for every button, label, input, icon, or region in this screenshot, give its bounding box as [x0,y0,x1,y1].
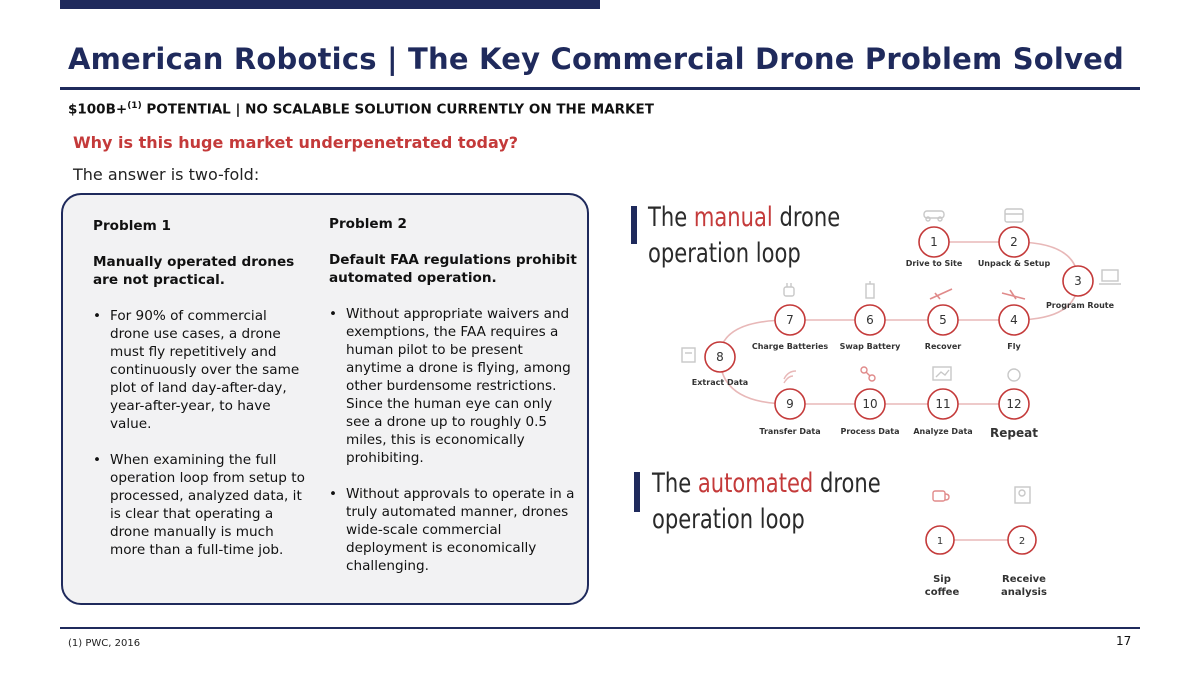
manual-step-5 [925,305,961,351]
step-number: 5 [939,313,947,327]
battery-icon [866,281,874,298]
problem-2-heading: Problem 2 [329,216,407,232]
plug-icon [784,283,794,296]
step-label: Recover [924,342,962,351]
plane-icon [1002,290,1025,299]
page-title: American Robotics | The Key Commercial Drone Problem Solved [68,42,1124,76]
auto-title-highlight: automated [697,468,814,499]
step-label: Swap Battery [839,342,901,351]
manual-step-6 [840,305,902,351]
manual-step-1 [906,227,963,268]
manual-step-4 [999,305,1029,351]
report-icon [1015,487,1030,503]
bullet-item: • Without appropriate waivers and exemptions, the FAA requires a human pilot to be present anytime a drone is flying, among other burdensome restrictions. Since the human eye can only see a drone up to roughly 0.5 miles, this is economically prohibiting. [329,305,577,467]
manual-title-pre: The [648,202,694,233]
automated-step-2 [1001,526,1047,598]
manual-loop-diagram [670,195,1130,455]
subtitle-prefix: $100B+ [68,101,128,118]
step-number: 2 [1018,536,1026,547]
page-number: 17 [1116,634,1132,648]
step-label-line1: Receive [1002,574,1046,585]
step-number: 1 [930,235,938,249]
automated-loop-nodes [925,526,1047,598]
step-number: 8 [716,350,724,364]
manual-step-12 [990,389,1038,440]
subtitle-rest: POTENTIAL | NO SCALABLE SOLUTION CURRENTLY ON THE MARKET [141,101,654,118]
step-number: 1 [936,536,944,547]
manual-step-10 [840,389,899,436]
step-label: Program Route [1045,301,1115,310]
step-number: 2 [1010,235,1018,249]
manual-title-line2: operation loop [648,238,801,269]
subtitle-footnote-ref: (1) [127,101,142,111]
laptop-icon [1099,270,1121,284]
step-number: 11 [935,397,951,411]
problem-2-column [329,215,577,593]
footnote: (1) PWC, 2016 [68,638,141,649]
step-number: 4 [1010,313,1018,327]
manual-step-7 [752,305,829,351]
step-label-line2: coffee [924,587,960,598]
manual-loop-accent-bar [631,206,637,244]
bullet-item: • For 90% of commercial drone use cases, a drone must fly repetitively and continuously over the same plot of land day-after-day, year-after-year, to have value. [93,307,305,433]
step-label: Charge Batteries [751,342,829,351]
manual-title-post: drone [772,202,841,233]
sdcard-icon [682,348,695,362]
step-label: Analyze Data [913,427,973,436]
auto-title-post: drone [813,468,881,499]
footer-divider [60,627,1140,629]
step-label: Transfer Data [759,427,821,436]
manual-icons [682,209,1121,383]
manual-loop-nodes [692,227,1115,440]
wifi-icon [784,371,796,383]
problem-1-heading: Problem 1 [93,218,171,234]
answer-text: The answer is two-fold: [73,165,260,184]
title-divider [60,87,1140,90]
step-label: Fly [1007,342,1021,351]
manual-step-2 [978,227,1051,268]
auto-title-line2: operation loop [652,504,805,535]
nodes-icon [861,367,875,381]
automated-step-1 [925,526,960,598]
case-icon [1005,209,1023,222]
bullet-item: • When examining the full operation loop from setup to processed, analyzed data, it is clear that operating a drone manually is much more than a full-time job. [93,451,305,559]
manual-step-9 [759,389,820,436]
step-label: Unpack & Setup [977,259,1051,268]
problem-2-bullets [329,305,577,575]
car-icon [924,211,944,221]
manual-step-3 [1046,266,1115,310]
step-label: Repeat [990,426,1038,440]
coffee-icon [933,491,949,501]
problem-1-column [93,217,305,577]
step-number: 10 [862,397,878,411]
top-accent-bar [60,0,600,9]
bullet-item: • Without approvals to operate in a truly automated manner, drones wide-scale commercial deployment is economically challenging. [329,485,577,575]
manual-step-8 [692,342,748,387]
automated-loop-diagram [900,478,1060,603]
manual-title-highlight: manual [693,202,773,233]
chart-icon [933,367,951,380]
question-text: Why is this huge market underpenetrated today? [73,133,519,152]
step-label: Extract Data [691,378,749,387]
step-number: 3 [1074,274,1082,288]
automated-loop-accent-bar [634,472,640,512]
problem-1-lead: Manually operated drones are not practical. [93,254,295,288]
page-subtitle [68,101,654,118]
step-number: 6 [866,313,874,327]
step-number: 12 [1006,397,1022,411]
cycle-icon [1008,369,1020,381]
automated-loop-title [652,466,881,538]
problem-1-bullets [93,307,305,559]
step-label-line1: Sip [933,574,951,585]
manual-step-11 [913,389,972,436]
step-label: Process Data [840,427,900,436]
step-label-line2: analysis [1001,587,1047,598]
problems-panel [61,193,589,605]
problem-2-lead: Default FAA regulations prohibit automated operation. [329,252,577,286]
step-number: 7 [786,313,794,327]
step-label: Drive to Site [905,259,963,268]
landing-icon [930,289,952,299]
step-number: 9 [786,397,794,411]
auto-title-pre: The [652,468,698,499]
